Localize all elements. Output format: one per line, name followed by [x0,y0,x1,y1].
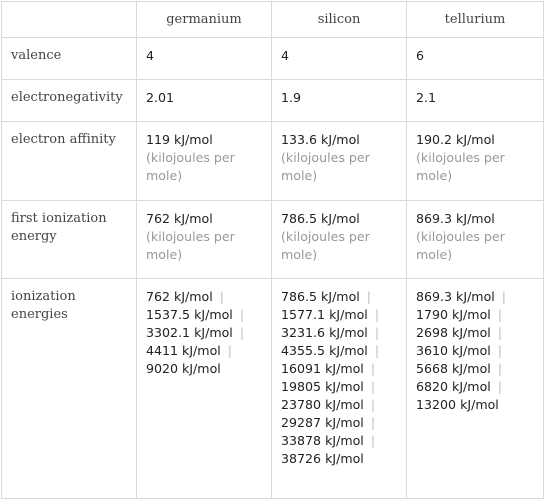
value-text: 762 kJ/mol [146,211,213,226]
list-separator: | [370,415,376,430]
table-row [2,80,544,122]
row-label-electronegativity: electronegativity [2,80,137,122]
ionization-energy-value: 9020 kJ/mol [146,361,221,376]
cell-electron-affinity-silicon [272,122,407,201]
unit-note: (kilojoules per mole) [281,150,370,183]
header-silicon [272,2,407,38]
cell-ionization-energies-tellurium [407,279,544,499]
ionization-energy-value: 4355.5 kJ/mol [281,343,368,358]
list-separator: | [366,289,372,304]
list-separator: | [239,307,245,322]
value-text: 133.6 kJ/mol [281,132,360,147]
row-label-valence: valence [2,38,137,80]
ionization-energy-value: 13200 kJ/mol [416,397,499,412]
list-separator: | [497,361,503,376]
ionization-energy-value: 1577.1 kJ/mol [281,307,368,322]
header-germanium-label: germanium [166,12,242,27]
value-text: 190.2 kJ/mol [416,132,495,147]
cell-electron-affinity-tellurium [407,122,544,201]
row-label-electron-affinity: electron affinity [2,122,137,201]
table-row [2,201,544,279]
cell-ionization-energies-silicon [272,279,407,499]
header-corner [2,2,137,38]
cell-valence-germanium: 4 [137,38,272,80]
table-row [2,122,544,201]
list-separator: | [370,433,376,448]
ionization-energy-value: 3231.6 kJ/mol [281,325,368,340]
ionization-energy-value: 19805 kJ/mol [281,379,364,394]
value-text: 786.5 kJ/mol [281,211,360,226]
ionization-energy-value: 6820 kJ/mol [416,379,491,394]
table-row [2,279,544,499]
list-separator: | [374,307,380,322]
ionization-energy-value: 1537.5 kJ/mol [146,307,233,322]
cell-first-ionization-germanium [137,201,272,279]
row-label-ionization-energies: ionization energies [2,279,137,499]
list-separator: | [219,289,225,304]
list-separator: | [374,343,380,358]
list-separator: | [370,379,376,394]
list-separator: | [370,361,376,376]
ionization-energy-value: 4411 kJ/mol [146,343,221,358]
unit-note: (kilojoules per mole) [146,150,235,183]
table-header-row [2,2,544,38]
value-text: 119 kJ/mol [146,132,213,147]
ionization-energy-value: 5668 kJ/mol [416,361,491,376]
ionization-energy-value: 3302.1 kJ/mol [146,325,233,340]
unit-note: (kilojoules per mole) [146,229,235,262]
ionization-energy-value: 3610 kJ/mol [416,343,491,358]
value-text: 869.3 kJ/mol [416,211,495,226]
header-tellurium-label: tellurium [444,12,506,27]
ionization-energy-value: 16091 kJ/mol [281,361,364,376]
list-separator: | [497,325,503,340]
list-separator: | [501,289,507,304]
header-tellurium [407,2,544,38]
list-separator: | [497,343,503,358]
cell-valence-tellurium: 6 [407,38,544,80]
cell-electronegativity-germanium: 2.01 [137,80,272,122]
unit-note: (kilojoules per mole) [281,229,370,262]
ionization-energy-value: 1790 kJ/mol [416,307,491,322]
cell-valence-silicon: 4 [272,38,407,80]
ionization-energy-value: 33878 kJ/mol [281,433,364,448]
cell-first-ionization-tellurium [407,201,544,279]
ionization-energy-value: 23780 kJ/mol [281,397,364,412]
ionization-energy-value: 38726 kJ/mol [281,451,364,466]
list-separator: | [497,307,503,322]
unit-note: (kilojoules per mole) [416,150,505,183]
ionization-energy-value: 29287 kJ/mol [281,415,364,430]
cell-electronegativity-tellurium: 2.1 [407,80,544,122]
cell-ionization-energies-germanium [137,279,272,499]
cell-electronegativity-silicon: 1.9 [272,80,407,122]
cell-electron-affinity-germanium [137,122,272,201]
header-silicon-label: silicon [317,12,361,27]
list-separator: | [239,325,245,340]
ionization-energy-value: 869.3 kJ/mol [416,289,495,304]
row-label-first-ionization-energy: first ionization energy [2,201,137,279]
list-separator: | [374,325,380,340]
table-row [2,38,544,80]
list-separator: | [227,343,233,358]
ionization-energy-value: 2698 kJ/mol [416,325,491,340]
header-germanium [137,2,272,38]
unit-note: (kilojoules per mole) [416,229,505,262]
element-properties-table [1,1,544,499]
list-separator: | [370,397,376,412]
ionization-energy-value: 762 kJ/mol [146,289,213,304]
list-separator: | [497,379,503,394]
ionization-energy-value: 786.5 kJ/mol [281,289,360,304]
cell-first-ionization-silicon [272,201,407,279]
